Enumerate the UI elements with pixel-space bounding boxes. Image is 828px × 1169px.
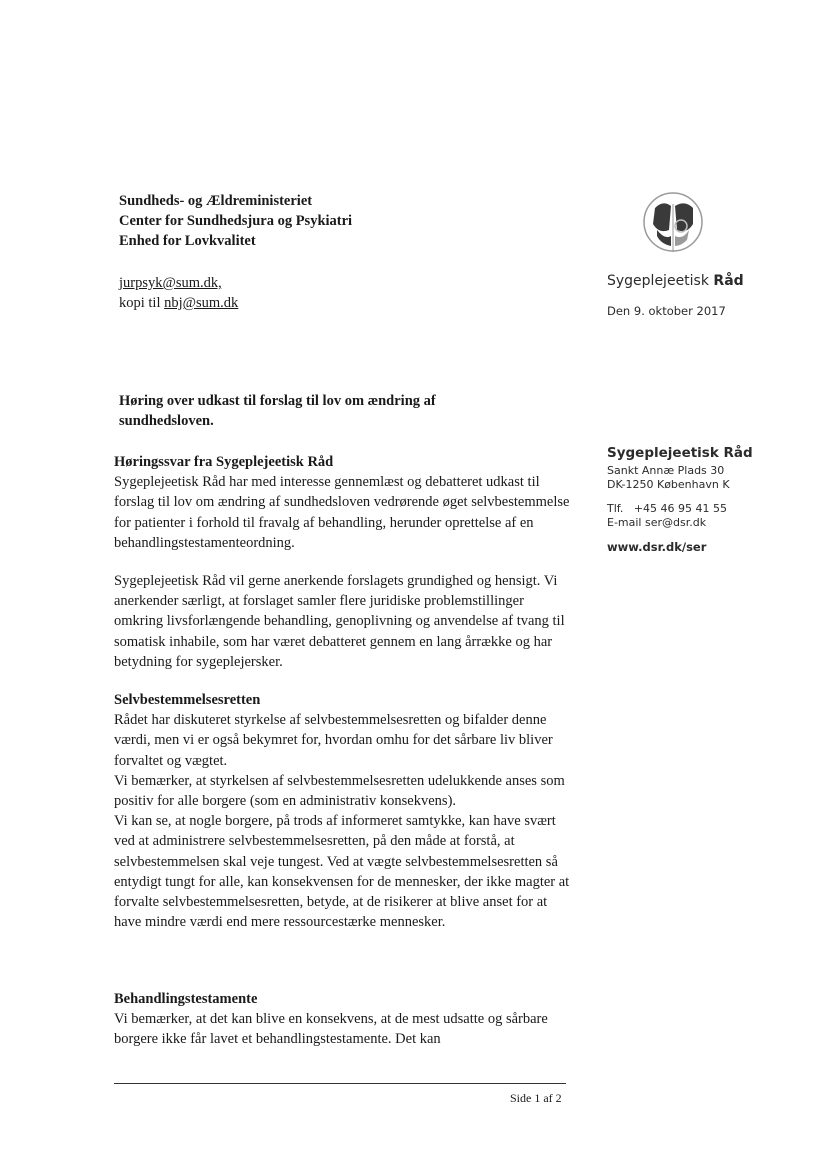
letter-body-section-3 [114, 690, 574, 932]
sender-name: Sygeplejeetisk Råd [607, 445, 753, 461]
org-name-regular: Sygeplejeetisk [607, 273, 714, 289]
letter-body-section-4 [114, 989, 574, 1050]
heading-self-determination: Selvbestemmelsesretten [114, 692, 261, 708]
letter-body-section-1 [114, 452, 574, 553]
page-number: Side 1 af 2 [510, 1091, 562, 1105]
letter-subject: Høring over udkast til forslag til lov om ændring af sundhedsloven. [119, 393, 436, 429]
primary-email-link[interactable]: jurpsyk@sum.dk, [119, 275, 222, 291]
addressee-center: Center for Sundhedsjura og Psykiatri [119, 213, 353, 229]
copy-prefix: kopi til [119, 295, 165, 311]
letter-body-section-2 [114, 571, 574, 672]
org-name-heading [607, 273, 744, 289]
sender-address-street: Sankt Annæ Plads 30 [607, 464, 725, 477]
org-name-bold: Råd [713, 273, 744, 289]
addressee-unit: Enhed for Lovkvalitet [119, 233, 256, 249]
paragraph-self-determination-b: Vi bemærker, at styrkelsen af selvbestemmelsesretten udelukkende anses som positiv for alle borgere (som en administrativ konsekvens). [114, 772, 565, 810]
heading-treatment-will: Behandlingstestamente [114, 991, 258, 1007]
paragraph-self-determination-c: Vi kan se, at nogle borgere, på trods af informeret samtykke, kan have svært ved at administrere selvbestemmelsesretten, på den måde at forstå, at selvbestemmelsen skal veje tungest. Ved at vægte selvbestemmelsesretten så entydigt tungt for alle, kan konsekvensen for de mennesker, der ikke magter at forvalte selvbestemmelsesretten, betyde, at de risikerer at blive anset for at have mindre værdi end mere ressourcestærke mennesker. [114, 813, 570, 931]
heading-consultation-response: Høringssvar fra Sygeplejeetisk Råd [114, 454, 334, 470]
paragraph-intro: Sygeplejeetisk Råd har med interesse gennemlæst og debatteret udkast til forslag til lov om ændring af sundhedsloven vedrørende øget selvbestemmelse for patienter i forhold til fravalg af behandling, herunder oprettelse af en behandlingstestamenteordning. [114, 474, 570, 551]
email-block [119, 273, 238, 313]
sender-email: E-mail ser@dsr.dk [607, 516, 707, 529]
addressee-block [119, 191, 352, 251]
paragraph-recognition: Sygeplejeetisk Råd vil gerne anerkende forslagets grundighed og hensigt. Vi anerkender særligt, at forslaget samler flere juridiske problemstillinger omkring livsforlængende behandling, genoplivning og anvendelse af tvang til somatisk inhabile, som har været debatteret gennem en lang årrække og har betydning for sygeplejersker. [114, 573, 565, 670]
copy-email-link[interactable]: nbj@sum.dk [164, 295, 239, 311]
sender-address-city: DK-1250 København K [607, 478, 730, 491]
paragraph-treatment-will: Vi bemærker, at det kan blive en konsekvens, at de mest udsatte og sårbare borgere ikke får lavet et behandlingstestamente. Det kan [114, 1011, 548, 1048]
sender-contact-block [607, 445, 753, 554]
footer-divider [114, 1083, 566, 1084]
paragraph-self-determination-a: Rådet har diskuteret styrkelse af selvbestemmelsesretten og bifalder denne værdi, men vi er også bekymret for, hvordan omhu for det sårbare liv bliver forvaltet og vægtet. [114, 712, 553, 769]
addressee-ministry: Sundheds- og Ældreministeriet [119, 193, 313, 209]
council-logo-icon [641, 190, 705, 254]
sender-phone: Tlf. +45 46 95 41 55 [607, 502, 728, 515]
letter-date: Den 9. oktober 2017 [607, 304, 726, 318]
sender-website-link[interactable]: www.dsr.dk/ser [607, 540, 707, 554]
